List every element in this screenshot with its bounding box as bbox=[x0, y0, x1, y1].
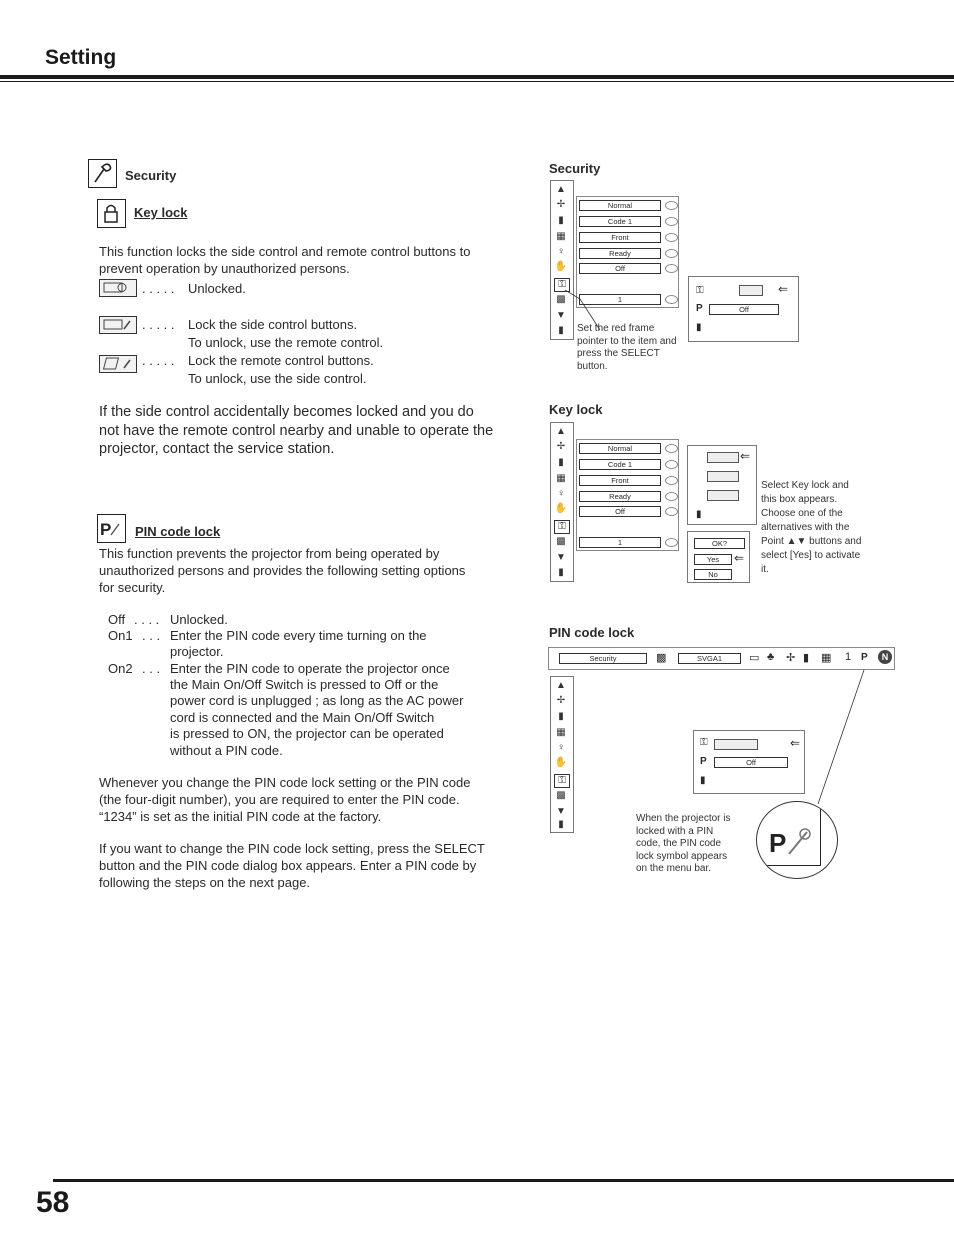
option-text: Lock the side control buttons. bbox=[188, 317, 358, 332]
yes-button[interactable]: Yes bbox=[694, 554, 732, 565]
page-number: 58 bbox=[36, 1186, 70, 1219]
arrow-left-icon: ⇐ bbox=[734, 551, 745, 565]
footer-rule bbox=[53, 1179, 954, 1182]
menu-icon-column: ▲ ✢ ▮ ▦ ♀ ✋ ⚿ ▩ ▼ ▮ bbox=[550, 676, 574, 833]
pin-option-dots: . . . bbox=[142, 661, 161, 676]
field-off[interactable]: Off bbox=[579, 263, 661, 274]
eye-icon bbox=[665, 460, 678, 469]
pin-option-line: Enter the PIN code to operate the projector once bbox=[170, 661, 450, 676]
pin-option-line: Enter the PIN code every time turning on the bbox=[170, 628, 427, 643]
pin-option-dots: . . . . bbox=[134, 612, 160, 627]
pin-option-line: is pressed to ON, the projector can be operated bbox=[170, 726, 444, 741]
exit-icon: ▮ bbox=[696, 509, 702, 520]
side-lock-option-icon[interactable] bbox=[707, 471, 739, 482]
option-text-2: To unlock, use the remote control. bbox=[188, 335, 384, 350]
eye-icon bbox=[665, 295, 678, 304]
pin-submenu bbox=[693, 730, 805, 794]
option-text: Unlocked. bbox=[188, 281, 246, 296]
pin-option-line: the Main On/Off Switch is pressed to Off or the bbox=[170, 677, 439, 692]
remote-lock-option-icon[interactable] bbox=[707, 490, 739, 501]
pin-description: This function prevents the projector from being operated by unauthorized persons and provides the following setting options for security. bbox=[99, 546, 466, 595]
arrow-left-icon: ⇐ bbox=[790, 736, 801, 750]
keylock-description: This function locks the side control and remote control buttons to prevent operation by unauthorized persons. bbox=[99, 244, 471, 276]
field-off[interactable]: Off bbox=[579, 506, 661, 517]
lock-option-icon[interactable] bbox=[739, 285, 763, 296]
option-dots: . . . . . bbox=[142, 317, 175, 332]
page-title: Setting bbox=[45, 46, 117, 69]
unlocked-option-icon[interactable] bbox=[707, 452, 739, 463]
pin-change-paragraph: Whenever you change the PIN code lock setting or the PIN code (the four-digit number), you are required to enter the PIN code. “1234” is set as the initial PIN code at the factory. bbox=[99, 775, 471, 824]
exit-icon: ▮ bbox=[700, 775, 706, 786]
lock-option-icon[interactable] bbox=[714, 739, 758, 750]
eye-icon bbox=[665, 538, 678, 547]
menu-icon-column: ▲ ✢ ▮ ▦ ♀ ✋ ⚿ ▩ ▼ ▮ bbox=[550, 180, 574, 340]
field-ready[interactable]: Ready bbox=[579, 248, 661, 259]
option-dots: . . . . . bbox=[142, 281, 175, 296]
network-icon: N bbox=[878, 650, 892, 664]
field-ready[interactable]: Ready bbox=[579, 491, 661, 502]
no-button[interactable]: No bbox=[694, 569, 732, 580]
keylock-caption: Select Key lock and this box appears. Choose one of the alternatives with the Point ▲▼ buttons and select [Yes] to activate it. bbox=[761, 480, 862, 575]
pin-select-paragraph: If you want to change the PIN code lock setting, press the SELECT button and the PIN code dialog box appears. Enter a PIN code by following the steps on the next page. bbox=[99, 841, 485, 890]
fan-icon: ✢ bbox=[786, 652, 796, 664]
pin-lock-symbol-icon: P bbox=[861, 652, 868, 663]
padlock-icon bbox=[97, 199, 126, 228]
ok-prompt: OK? bbox=[694, 538, 745, 549]
exit-icon: ▮ bbox=[696, 322, 702, 333]
eye-icon bbox=[665, 476, 678, 485]
input-icon: ▩ bbox=[656, 652, 667, 664]
field-front[interactable]: Front bbox=[579, 232, 661, 243]
eye-icon bbox=[665, 492, 678, 501]
pin-option-line: projector. bbox=[170, 644, 224, 659]
menu-bar bbox=[548, 647, 895, 670]
svg-text:P: P bbox=[769, 828, 787, 858]
pin-option-key: On2 bbox=[108, 661, 133, 676]
pin-symbol-magnifier bbox=[756, 801, 838, 879]
pin-option-line: power cord is unplugged ; as long as the AC power bbox=[170, 693, 464, 708]
confirm-dialog bbox=[687, 531, 750, 583]
pin-heading: PIN code lock bbox=[135, 524, 221, 539]
field-one[interactable]: 1 bbox=[579, 294, 661, 305]
eye-icon bbox=[665, 233, 678, 242]
field-front[interactable]: Front bbox=[579, 475, 661, 486]
arrow-left-icon: ⇐ bbox=[778, 282, 789, 296]
padlock-icon: ⚿ bbox=[700, 737, 708, 748]
eye-icon bbox=[665, 201, 678, 210]
warning-text: If the side control accidentally becomes locked and you do not have the remote control nearby and unable to operate the projector, contact the service station. bbox=[99, 404, 494, 457]
svg-text:P: P bbox=[100, 520, 112, 539]
eye-icon bbox=[665, 444, 678, 453]
color-icon: ♣ bbox=[767, 651, 775, 663]
security-caption: Set the red frame pointer to the item and press the SELECT button. bbox=[577, 323, 677, 372]
unlocked-icon bbox=[99, 279, 137, 297]
security-icon bbox=[88, 159, 117, 188]
source-field[interactable]: SVGA1 bbox=[678, 653, 741, 664]
pin-lock-icon: P bbox=[696, 303, 703, 314]
field-normal[interactable]: Normal bbox=[579, 443, 661, 454]
security-submenu bbox=[688, 276, 799, 342]
eye-icon bbox=[665, 507, 678, 516]
security-heading: Security bbox=[125, 168, 177, 183]
pin-lock-icon: P bbox=[700, 756, 707, 767]
field-normal[interactable]: Normal bbox=[579, 200, 661, 211]
keylock-heading: Key lock bbox=[134, 205, 188, 220]
arrow-left-icon: ⇐ bbox=[740, 449, 751, 463]
keylock-options-box bbox=[687, 445, 757, 525]
pin-option-line: cord is connected and the Main On/Off Switch bbox=[170, 710, 435, 725]
eye-icon bbox=[665, 264, 678, 273]
image-icon: ▦ bbox=[821, 652, 832, 664]
pincode-label: PIN code lock bbox=[549, 625, 635, 640]
pin-option-line: Unlocked. bbox=[170, 612, 228, 627]
pin-caption: When the projector is locked with a PIN code, the PIN code lock symbol appears on the menu bar. bbox=[636, 813, 731, 874]
side-lock-icon bbox=[99, 316, 137, 334]
header-rule-thin bbox=[0, 81, 954, 82]
menu-icon-column: ▲ ✢ ▮ ▦ ♀ ✋ ⚿ ▩ ▼ ▮ bbox=[550, 422, 574, 582]
language-icon: 1 bbox=[845, 651, 852, 663]
pin-option-line: without a PIN code. bbox=[170, 743, 283, 758]
callout-line bbox=[808, 668, 868, 808]
remote-lock-icon bbox=[99, 355, 137, 373]
header-rule bbox=[0, 75, 954, 79]
padlock-icon: ⚿ bbox=[696, 285, 704, 296]
pin-off-field[interactable]: Off bbox=[714, 757, 788, 768]
eye-icon bbox=[665, 249, 678, 258]
menubar-title-field[interactable]: Security bbox=[559, 653, 647, 664]
option-text-2: To unlock, use the side control. bbox=[188, 371, 367, 386]
option-text: Lock the remote control buttons. bbox=[188, 353, 374, 368]
pin-option-dots: . . . bbox=[142, 628, 161, 643]
menu-values-panel bbox=[576, 439, 679, 551]
field-one[interactable]: 1 bbox=[579, 537, 661, 548]
screen-icon: ▮ bbox=[803, 652, 810, 664]
pc-icon: ▭ bbox=[749, 652, 760, 664]
field-code1[interactable]: Code 1 bbox=[579, 216, 661, 227]
pin-lock-icon bbox=[97, 514, 126, 543]
pin-option-key: On1 bbox=[108, 628, 133, 643]
security-label: Security bbox=[549, 161, 601, 176]
pin-option-key: Off bbox=[108, 612, 126, 627]
eye-icon bbox=[665, 217, 678, 226]
field-code1[interactable]: Code 1 bbox=[579, 459, 661, 470]
pin-off-field[interactable]: Off bbox=[709, 304, 779, 315]
keylock-label: Key lock bbox=[549, 402, 603, 417]
option-dots: . . . . . bbox=[142, 353, 175, 368]
